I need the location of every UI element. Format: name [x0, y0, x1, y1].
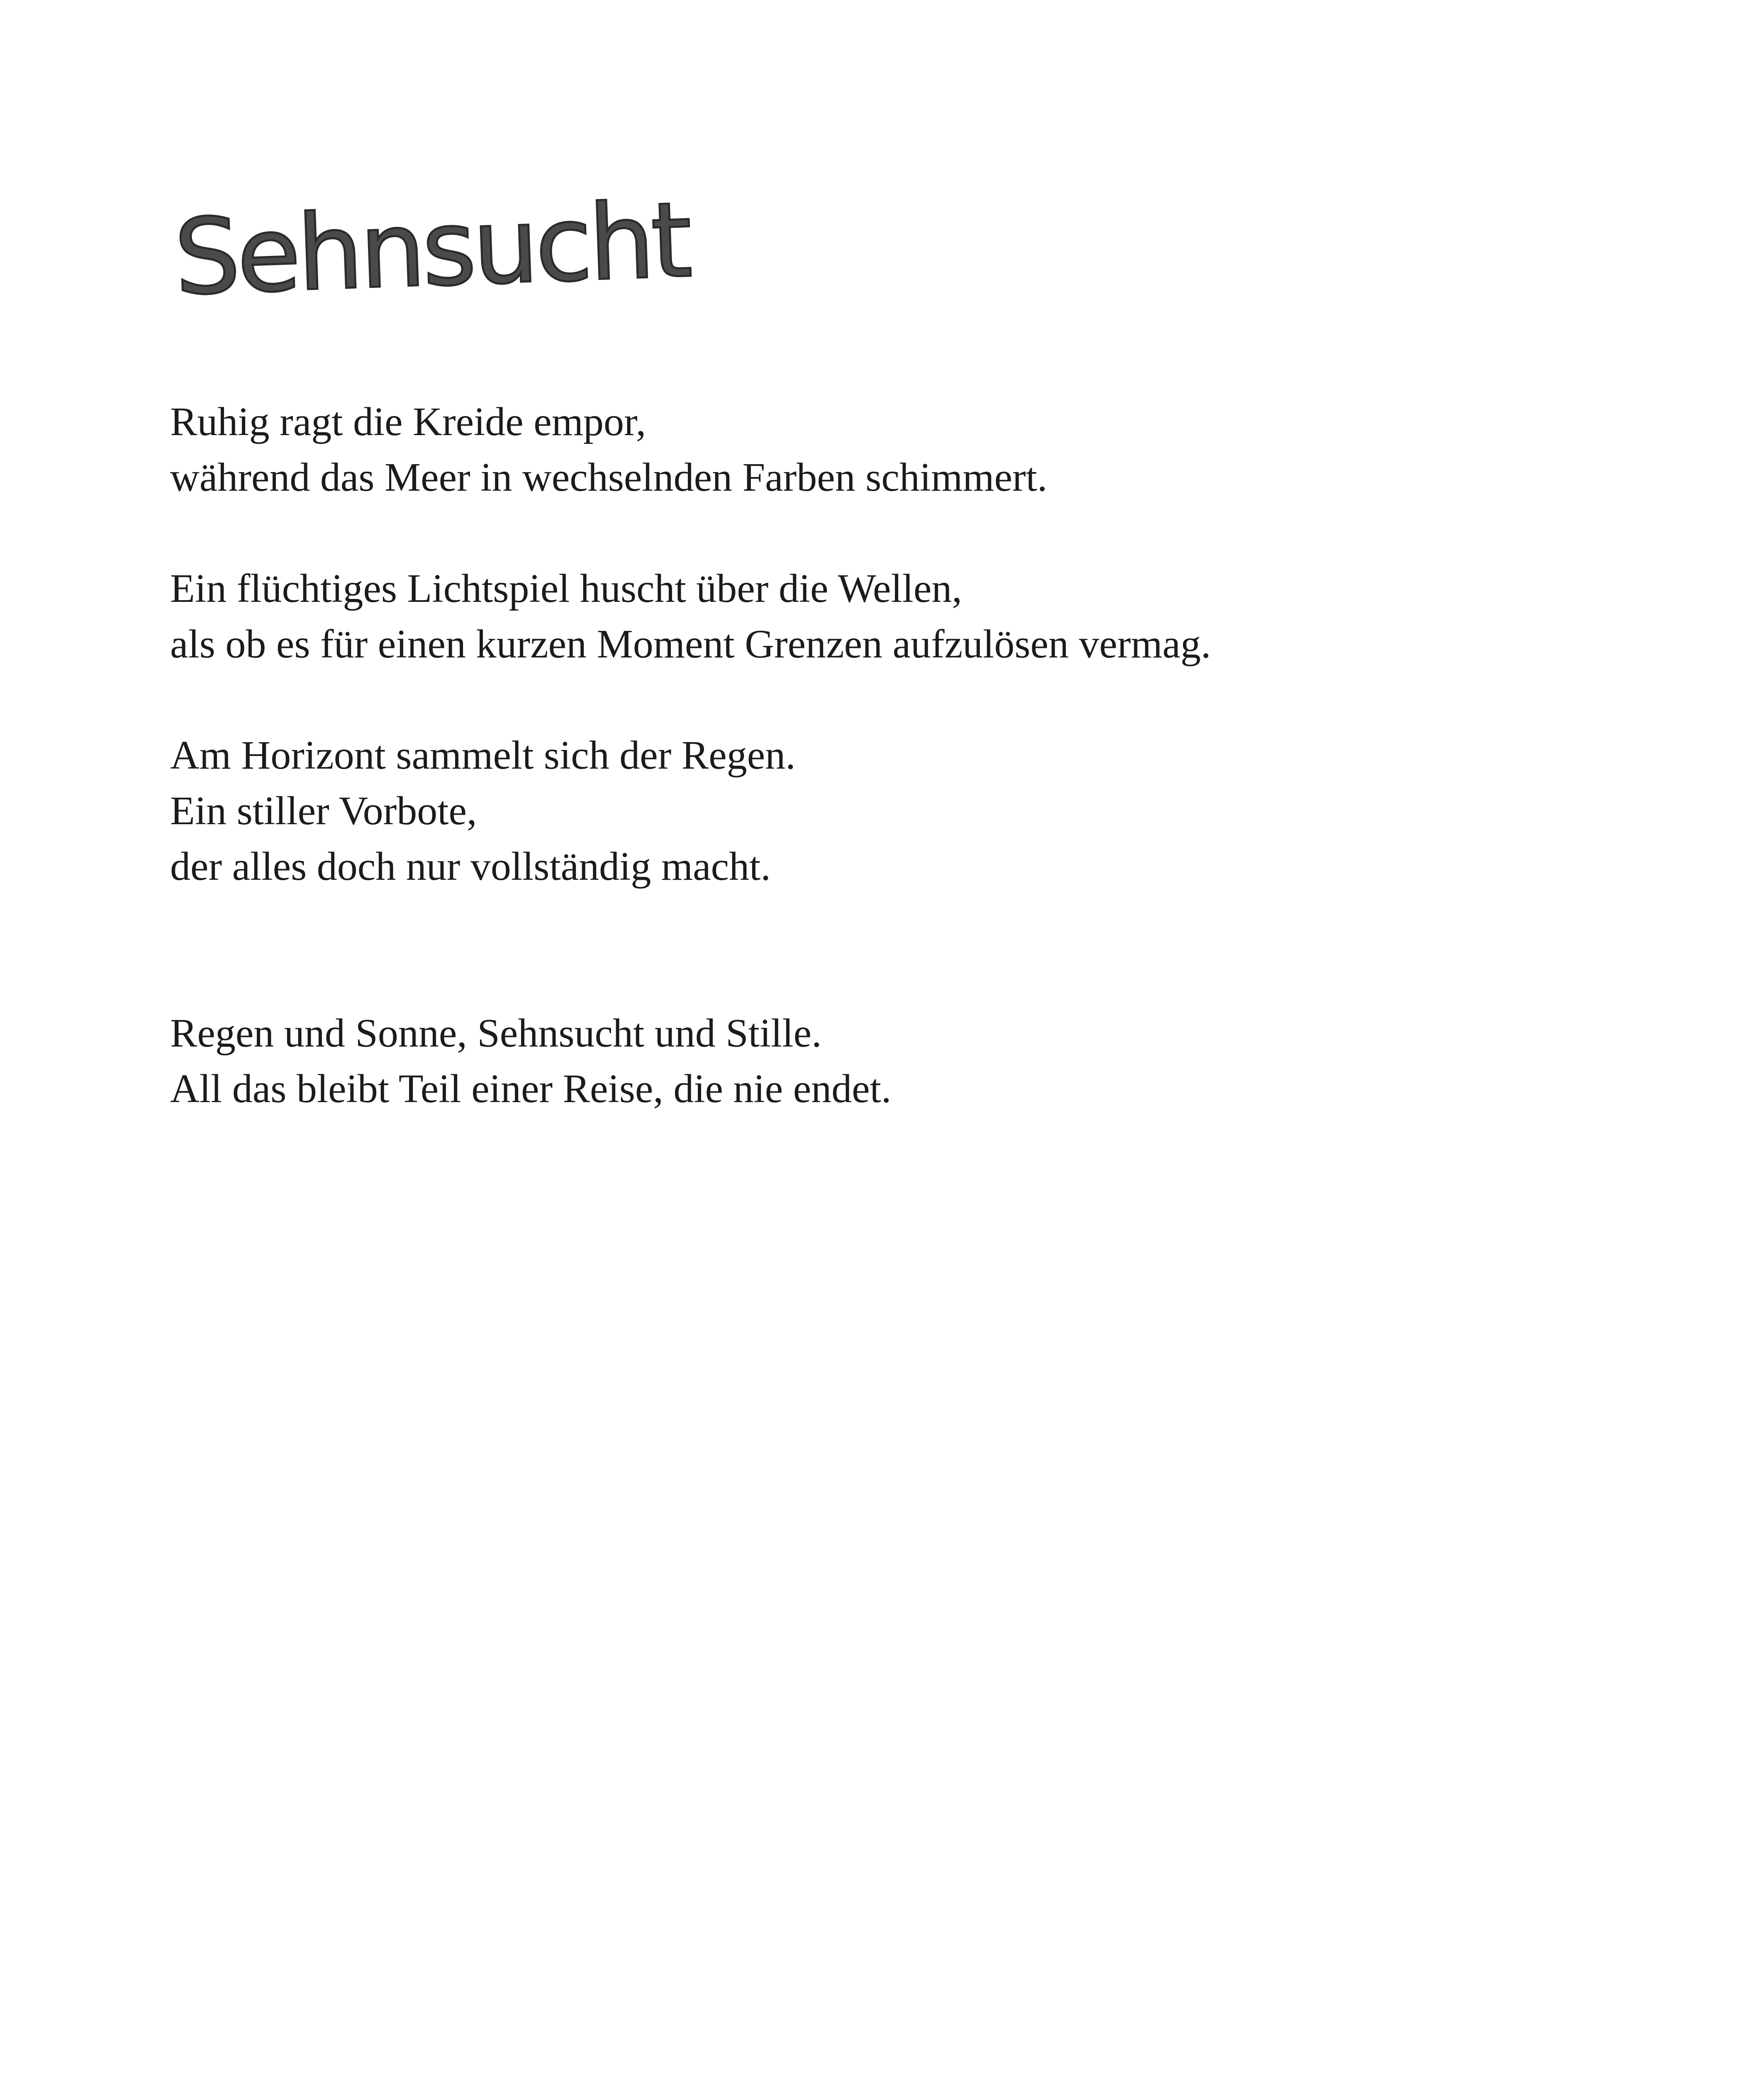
title-svg: [172, 179, 691, 319]
stanza: [170, 394, 1622, 505]
poem-line: der alles doch nur vollständig macht.: [170, 844, 771, 889]
poem-line: Regen und Sonne, Sehnsucht und Stille.: [170, 1011, 822, 1056]
handwritten-title: [172, 179, 691, 319]
poem-line: als ob es für einen kurzen Moment Grenzen aufzulösen vermag.: [170, 622, 1211, 667]
poem-line: All das bleibt Teil einer Reise, die nie endet.: [170, 1066, 892, 1111]
poem-line: während das Meer in wechselnden Farben schimmert.: [170, 455, 1048, 500]
poem-line: Ein flüchtiges Lichtspiel huscht über die Wellen,: [170, 566, 962, 611]
stanza: [170, 561, 1622, 672]
poem-line: Am Horizont sammelt sich der Regen.: [170, 733, 796, 778]
poem-line: Ein stiller Vorbote,: [170, 789, 477, 833]
poem-body: [170, 394, 1622, 1172]
stanza: [170, 1005, 1622, 1117]
poem-line: Ruhig ragt die Kreide empor,: [170, 399, 646, 444]
title-text: Sehnsucht: [172, 179, 691, 319]
stanza: [170, 728, 1622, 894]
